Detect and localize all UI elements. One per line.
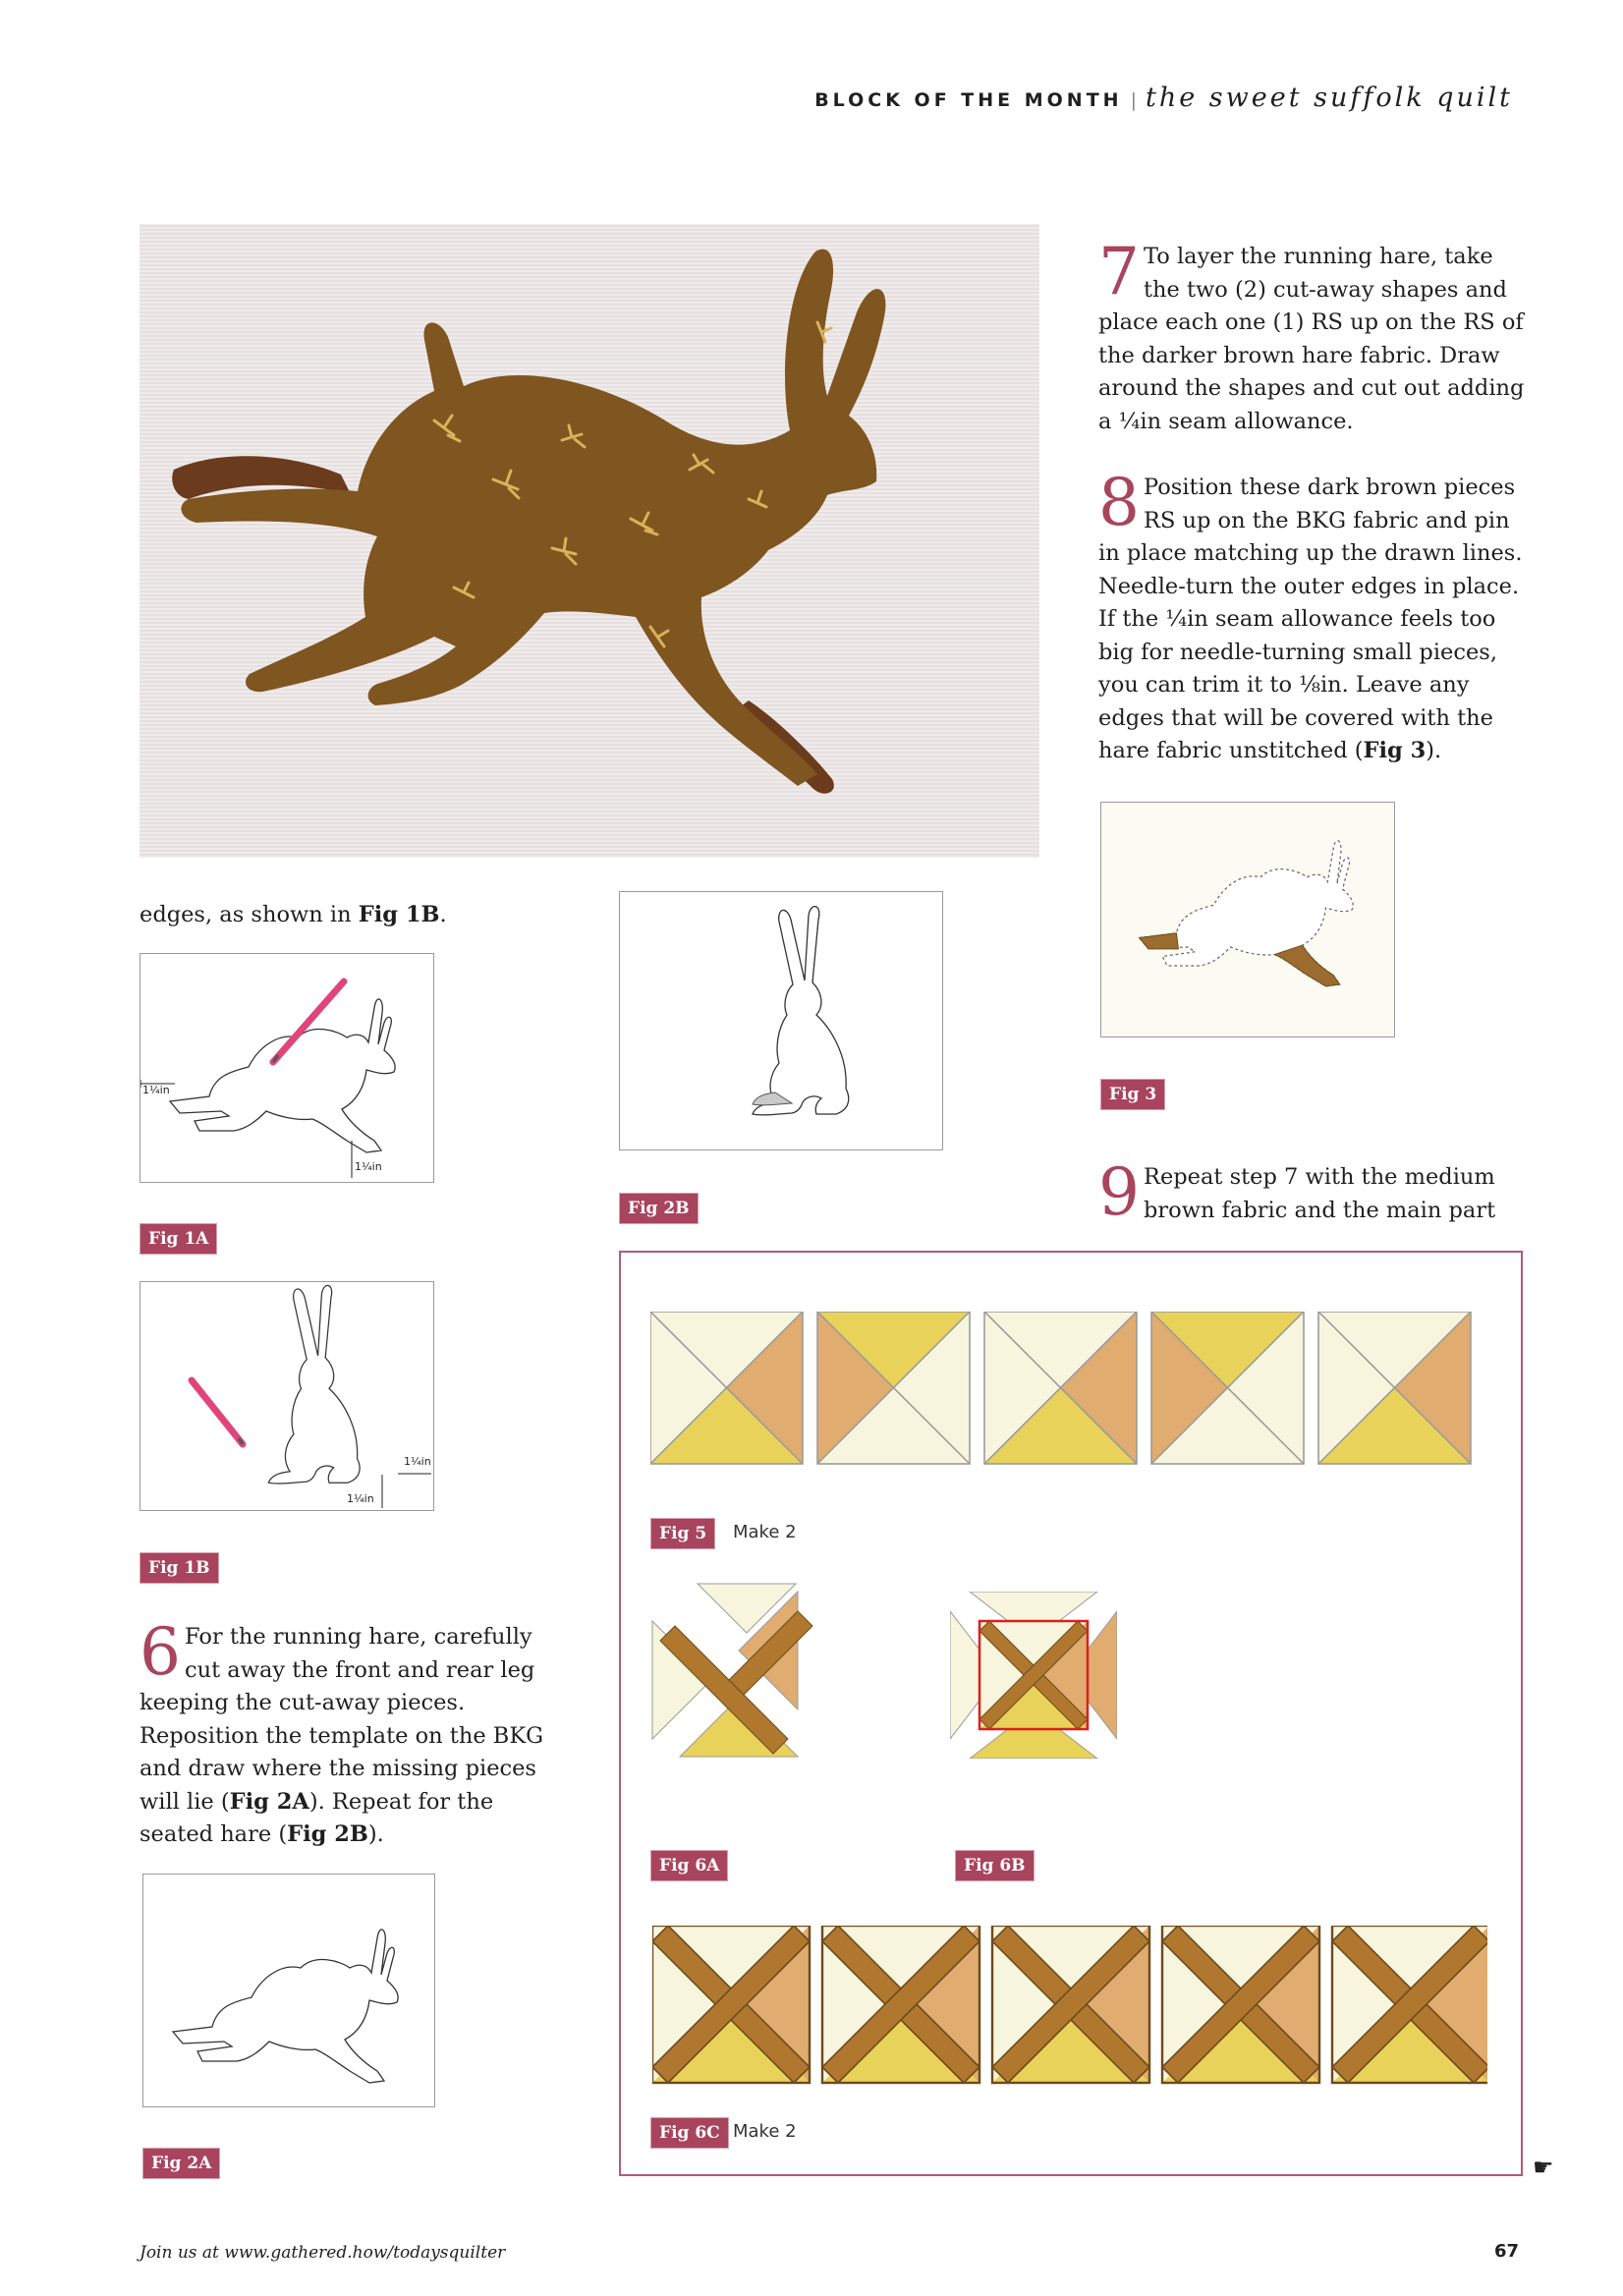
fig-1a-label: Fig 1A [140,1223,217,1255]
fig-6c-note: Make 2 [733,2121,797,2142]
step-8-text: Position these dark brown pieces RS up on the BKG fabric and pin in place matching up the drawn lines. Needle-turn the outer edges in place. If the ¼in seam allowance feels too big for needle-turning small pieces, you can trim it to ⅛in. Leave any edges that will be covered with the hare fabric unstitched ( [1098,475,1523,763]
running-header [814,83,1513,113]
footer-website: Join us at www.gathered.how/todaysquilter [140,2243,506,2263]
step-8-number: 8 [1098,465,1140,540]
fig-5-illustration [650,1312,1485,1469]
continued-text-end: . [439,902,447,927]
step-8-ref: Fig 3 [1363,738,1427,763]
fig-3-label: Fig 3 [1100,1079,1165,1110]
fig-6c-label: Fig 6C [650,2117,729,2149]
block-assembly-panel [619,1251,1523,2176]
step-8-end: ). [1426,738,1442,763]
fig-6c-illustration [652,1926,1487,2093]
fig-1a-dim-left: 1¼in [142,1084,170,1096]
fig-6a-label: Fig 6A [650,1850,728,1881]
fig-2b-illustration [620,892,942,1149]
continued-text-ref: Fig 1B [358,902,440,927]
fig-6b-label: Fig 6B [955,1850,1035,1881]
fig-5-label: Fig 5 [650,1518,715,1549]
fig-1a-diagram [140,953,434,1183]
step-6-ref-1: Fig 2A [229,1788,309,1815]
hare-applique-photo [140,224,1039,858]
step-6-text-mid: ). Repeat for the seated hare ( [140,1788,494,1847]
continued-text-main: edges, as shown in [140,902,359,927]
step-8 [1098,465,1531,768]
magazine-title: the sweet suffolk quilt [1145,83,1513,113]
fig-2a-diagram [142,1874,435,2107]
page-number: 67 [1493,2241,1519,2262]
hare-photo-illustration [140,224,1039,858]
fig-1b-dim-bottom: 1¼in [347,1492,374,1505]
step-6-end: ). [367,1821,384,1847]
step-7-text: To layer the running hare, take the two (2) cut-away shapes and place each one (1) RS up on the RS of the darker brown hare fabric. Draw around the shapes and cut out adding a ¼in seam allowance. [1098,244,1525,434]
fig-3-diagram [1100,802,1395,1037]
pointing-hand-icon: ☛ [1533,2154,1554,2181]
continued-text [140,899,572,932]
fig-3-illustration [1101,803,1394,1036]
fig-2b-label: Fig 2B [619,1193,699,1224]
fig-2a-illustration [143,1875,434,2106]
header-separator: | [1130,89,1138,111]
step-7 [1098,234,1531,438]
fig-1b-label: Fig 1B [140,1552,219,1584]
section-title: BLOCK OF THE MONTH [814,89,1123,111]
fig-6a-illustration [650,1582,827,1759]
step-7-number: 7 [1098,234,1140,309]
fig-1b-dim-right: 1¼in [404,1455,431,1468]
step-6-number: 6 [140,1614,181,1690]
fig-2a-label: Fig 2A [142,2148,220,2179]
fig-1b-diagram [140,1281,434,1511]
fig-6b-illustration [950,1592,1117,1759]
step-9-number: 9 [1098,1154,1140,1230]
fig-1b-illustration [140,1282,433,1510]
step-9-text: Repeat step 7 with the medium brown fabric and the main part [1144,1164,1496,1223]
fig-5-note: Make 2 [733,1522,797,1542]
fig-1a-dim-bottom: 1¼in [355,1160,382,1173]
fig-2b-diagram [619,891,943,1150]
step-6-ref-2: Fig 2B [287,1821,368,1847]
step-6 [140,1614,562,1852]
step-9 [1098,1154,1531,1230]
step-6-text: For the running hare, carefully cut away the front and rear leg keeping the cut-away pieces. Reposition the template on the BKG and draw where the missing pieces will lie ( [140,1624,544,1815]
fig-1a-illustration [140,954,433,1182]
